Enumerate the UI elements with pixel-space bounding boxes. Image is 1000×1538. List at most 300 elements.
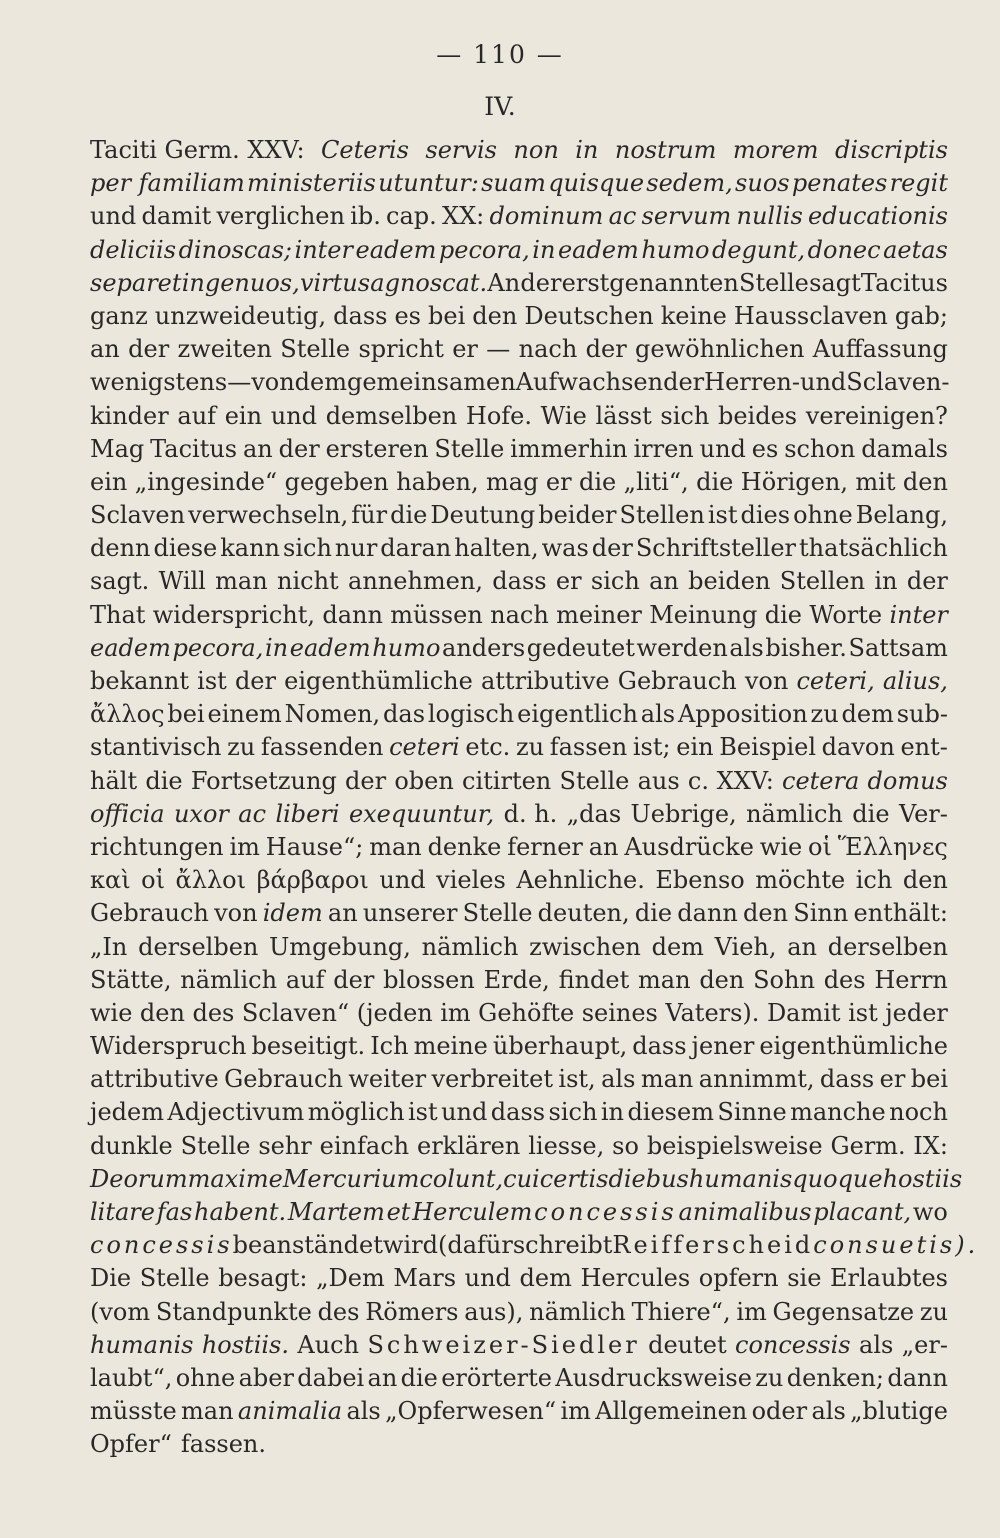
word: schreibt: [512, 1231, 613, 1260]
word: haben,: [396, 467, 479, 496]
word: utuntur:: [378, 169, 479, 198]
word: Erlaubtes: [830, 1264, 948, 1293]
text-line: [90, 466, 948, 499]
word: den: [902, 467, 948, 496]
word: der: [520, 268, 562, 297]
word: die: [634, 899, 673, 928]
text-line: [90, 333, 948, 366]
word: gedeutet: [526, 633, 635, 662]
word: sich: [283, 534, 332, 563]
word: annehmen,: [348, 567, 483, 596]
word: gewöhnlichen: [635, 335, 805, 364]
text-line: [90, 134, 948, 167]
word: Stätte,: [90, 965, 172, 994]
word: Wie: [540, 401, 587, 430]
text-line: [90, 731, 948, 764]
word: Herren-: [704, 368, 800, 397]
word: ceteri,: [796, 667, 875, 695]
word: Stellen: [619, 501, 705, 530]
word: gegeben: [284, 467, 389, 496]
word: hostiis.: [201, 1330, 289, 1359]
text-line: [90, 1229, 979, 1262]
section-heading: IV.: [484, 92, 516, 121]
word: sedem,: [646, 169, 733, 198]
word: inter: [889, 600, 948, 629]
word: es: [394, 301, 421, 330]
word: fas: [156, 1198, 193, 1226]
word: davon: [821, 733, 895, 762]
word: und: [699, 434, 746, 463]
word: eigenthümliche: [759, 1032, 948, 1061]
word: und: [379, 866, 426, 895]
word: einfach: [319, 1131, 410, 1160]
word: annimmt,: [698, 1065, 815, 1094]
text-line: [90, 499, 948, 532]
word: ein: [224, 401, 263, 430]
word: Tacitus: [860, 268, 948, 297]
word: hostiis: [882, 1164, 963, 1193]
word: separet: [90, 268, 182, 297]
word: „Opferwesen“: [385, 1397, 557, 1426]
word: ceteri: [389, 733, 460, 762]
text-line: [90, 1063, 948, 1096]
word: ac: [238, 799, 267, 828]
word: idem: [262, 899, 323, 928]
word: nämlich: [529, 1297, 626, 1326]
word: unserer: [362, 899, 458, 928]
word: erklären: [417, 1131, 521, 1160]
word: Opfer“: [90, 1430, 172, 1459]
text-line: [90, 931, 948, 964]
word: eadem: [557, 235, 639, 264]
word: es: [751, 434, 779, 463]
word: des: [192, 998, 235, 1027]
word: Erde,: [483, 965, 550, 994]
word: οἱ: [808, 832, 832, 861]
word: Ich: [370, 1032, 409, 1061]
word: weiter: [348, 1065, 427, 1094]
word: opfern: [698, 1264, 779, 1293]
text-line: [90, 831, 948, 864]
word: Schriftsteller: [635, 534, 797, 563]
word: educationis: [807, 202, 948, 231]
word: —: [486, 335, 511, 364]
word: gemeinsamen: [346, 368, 516, 397]
word: werden: [636, 633, 728, 662]
text-line: [90, 1130, 948, 1163]
word: im: [440, 998, 471, 1027]
word: müssen: [390, 600, 483, 629]
word: was: [541, 534, 589, 563]
word: sich: [548, 1098, 598, 1127]
word: als: [811, 1397, 846, 1426]
word: dann: [677, 899, 738, 928]
word: Gebrauch: [617, 667, 737, 695]
text-line: [90, 433, 948, 466]
word: verglichen: [216, 202, 345, 231]
word: nämlich: [180, 965, 278, 994]
word: die: [764, 600, 802, 629]
word: Sinne: [717, 1098, 787, 1127]
text-line: [90, 366, 948, 399]
text-line: [90, 599, 948, 632]
text-line: [90, 1362, 948, 1395]
word: beider: [538, 501, 617, 530]
word: nach: [490, 600, 549, 629]
word: nicht: [277, 567, 339, 596]
word: dem: [841, 700, 894, 729]
word: suos: [735, 169, 790, 198]
word: Römers: [365, 1297, 459, 1326]
word: exequuntur,: [348, 799, 495, 828]
word: mag: [486, 467, 539, 496]
word: habent.: [194, 1198, 287, 1226]
text-line: [90, 267, 948, 300]
word: daran: [380, 534, 452, 563]
word: officia: [90, 799, 165, 828]
word: Aufwachsen: [515, 368, 664, 397]
word: immerhin: [510, 434, 628, 463]
word: im: [560, 1397, 591, 1426]
word: diese: [153, 534, 218, 563]
word: keine: [660, 301, 727, 330]
word: d. h.: [503, 799, 558, 828]
word: meine: [413, 1032, 488, 1061]
word: im: [229, 832, 260, 861]
word: jeder: [885, 998, 948, 1027]
word: ministeriis: [246, 169, 376, 198]
word: ἄλλοι: [175, 866, 247, 895]
word: und: [90, 202, 137, 231]
word: Die: [90, 1264, 132, 1293]
word: und: [800, 368, 847, 397]
word: sich: [590, 567, 640, 596]
word: seines: [581, 998, 658, 1027]
word: eadem: [90, 633, 171, 662]
word: Umgebung,: [269, 932, 411, 961]
text-line: [90, 167, 948, 200]
word: müsste: [90, 1397, 177, 1426]
word: Hause“;: [265, 832, 364, 861]
word: Auch: [297, 1330, 360, 1359]
word: zwischen: [529, 932, 641, 961]
word: ist: [707, 501, 738, 530]
word: Ausdrücke: [624, 832, 754, 861]
word: man: [181, 1397, 234, 1426]
word: certis: [539, 1164, 609, 1193]
word: als: [601, 1065, 636, 1094]
word: ersteren: [325, 434, 429, 463]
word: uxor: [173, 799, 229, 828]
word: schon: [784, 434, 856, 463]
word: den: [743, 899, 789, 928]
word: Vaters).: [665, 998, 760, 1027]
text-line: [90, 632, 948, 665]
word: Gebrauch: [90, 899, 209, 928]
word: zu: [810, 700, 839, 729]
word: eadem: [289, 633, 371, 662]
word: ἄλλος: [90, 700, 165, 729]
word: βάρβαροι: [256, 866, 369, 895]
word: alius,: [882, 667, 948, 695]
word: man: [215, 567, 268, 596]
text-line: [90, 964, 948, 997]
word: regit: [889, 169, 948, 198]
word: Sinn: [793, 899, 849, 928]
word: unzweideutig,: [154, 301, 327, 330]
word: beanständet: [232, 1231, 383, 1260]
word: man: [369, 832, 422, 861]
text-line: [90, 897, 948, 930]
word: morem: [732, 136, 819, 164]
word: widerspricht,: [152, 600, 316, 629]
word: concessis: [90, 1231, 233, 1260]
word: Mars: [393, 1264, 457, 1293]
word: der: [278, 434, 320, 463]
word: ein: [676, 733, 714, 762]
word: ist,: [558, 1065, 596, 1094]
word: eigenthümliche: [284, 667, 473, 695]
word: et: [386, 1198, 411, 1226]
word: in: [874, 567, 898, 596]
word: man: [638, 965, 691, 994]
word: anders: [442, 633, 526, 662]
word: das: [383, 700, 426, 729]
word: richtungen: [90, 832, 224, 861]
word: inter: [294, 235, 353, 264]
word: zu: [227, 733, 256, 762]
word: die: [696, 467, 734, 496]
word: sie: [787, 1264, 822, 1293]
word: humo: [372, 633, 441, 662]
word: enthält:: [853, 899, 948, 928]
word: an: [243, 434, 273, 463]
text-line: [90, 698, 948, 731]
word: möchte: [755, 866, 846, 895]
text-line: [90, 1163, 963, 1196]
word: Belang,: [855, 501, 948, 530]
word: cui: [503, 1164, 540, 1193]
word: suam: [481, 169, 546, 198]
word: der: [663, 368, 705, 397]
word: jedem: [90, 1098, 164, 1127]
word: nostrum: [614, 136, 717, 164]
word: von: [744, 667, 789, 695]
word: Stelle: [180, 1131, 251, 1160]
word: verbreitet: [431, 1065, 553, 1094]
word: dies: [740, 501, 791, 530]
word: oben: [394, 766, 454, 795]
word: quisque: [548, 169, 645, 198]
word: maxime: [187, 1164, 283, 1193]
word: beides: [717, 401, 798, 430]
word: fassenden: [260, 733, 384, 762]
word: und: [464, 1264, 511, 1293]
word: attributive: [480, 667, 610, 695]
word: von: [251, 368, 295, 397]
word: ganz: [90, 301, 148, 330]
word: überhaupt,: [492, 1032, 628, 1061]
word: damit: [141, 202, 212, 231]
text-line: [90, 532, 948, 565]
word: lässt: [595, 401, 652, 430]
word: Gebrauch: [224, 1065, 343, 1094]
text-line: [90, 1428, 948, 1461]
word: (vom: [90, 1297, 151, 1326]
word: humanis: [688, 1164, 793, 1193]
word: der: [585, 335, 627, 364]
word: halten,: [454, 534, 539, 563]
word: den: [902, 866, 948, 895]
word: dunkle: [90, 1131, 173, 1160]
word: in: [600, 1098, 624, 1127]
word: litare: [90, 1198, 155, 1226]
word: Meinung: [649, 600, 758, 629]
text-line: [90, 1096, 948, 1129]
word: er: [879, 1065, 906, 1094]
word: nullis: [736, 202, 803, 231]
text-line: [90, 1196, 948, 1229]
word: degunt,: [711, 235, 806, 264]
word: Gegensatze: [772, 1297, 915, 1326]
word: logisch: [427, 700, 515, 729]
word: aus: [637, 766, 680, 795]
word: deliciis: [90, 235, 177, 264]
word: man: [640, 1065, 694, 1094]
word: die: [579, 467, 617, 496]
word: Fortsetzung: [190, 766, 337, 795]
word: findet: [558, 965, 630, 994]
word: in: [265, 633, 289, 662]
word: Vieh,: [714, 932, 777, 961]
word: Deutung: [430, 501, 536, 530]
word: stantivisch: [90, 733, 222, 762]
word: Auffassung: [812, 335, 948, 364]
word: zweiten: [177, 335, 272, 364]
word: „ingesinde“: [134, 467, 278, 496]
word: ist: [407, 1098, 438, 1127]
word: sagt.: [90, 567, 150, 596]
word: Ceteris: [321, 136, 409, 164]
word: Thiere“,: [631, 1297, 731, 1326]
word: (jeden: [356, 998, 433, 1027]
word: Hercules: [580, 1264, 691, 1293]
word: aus),: [464, 1297, 524, 1326]
word: wo: [912, 1198, 948, 1226]
word: agnoscat.: [370, 268, 488, 297]
text-line: [90, 1296, 948, 1329]
word: non: [513, 136, 559, 164]
word: Stelle: [139, 1264, 210, 1293]
word: deutet: [648, 1330, 727, 1359]
word: nämlich: [421, 932, 519, 961]
word: Stelle: [559, 766, 630, 795]
word: auf: [177, 401, 217, 430]
word: laubt“,: [90, 1363, 173, 1392]
word: Reifferscheid: [612, 1231, 814, 1260]
word: donec: [807, 235, 881, 264]
word: kinder: [90, 401, 169, 430]
word: zu: [919, 1297, 948, 1326]
word: an: [367, 1363, 398, 1392]
word: Herrn: [874, 965, 948, 994]
word: an: [787, 932, 817, 961]
word: bekannt: [90, 667, 189, 695]
word: pecora,: [172, 633, 264, 662]
word: ich: [855, 866, 893, 895]
word: denke: [427, 832, 502, 861]
word: in: [575, 136, 599, 164]
word: in: [532, 235, 556, 264]
word: für: [351, 501, 388, 530]
word: dominum: [489, 202, 604, 231]
word: dabei: [297, 1363, 365, 1392]
word: Deorum: [90, 1164, 188, 1193]
word: ohne: [793, 501, 853, 530]
word: und: [270, 401, 318, 430]
word: irren: [633, 434, 694, 463]
word: liesse,: [528, 1131, 605, 1160]
word: manche: [790, 1098, 886, 1127]
word: quoque: [792, 1164, 883, 1193]
word: Aehnliche.: [516, 866, 645, 895]
word: erörterte: [441, 1363, 552, 1392]
word: Tacitus: [150, 434, 238, 463]
word: vereinigen?: [805, 401, 948, 430]
word: That: [90, 600, 146, 629]
word: Gehöfte: [478, 998, 575, 1027]
word: den: [139, 998, 185, 1027]
word: erstgenannten: [561, 268, 739, 297]
word: An: [487, 268, 521, 297]
word: bei: [910, 1065, 948, 1094]
word: etc.: [465, 733, 511, 762]
text-line: [90, 565, 948, 598]
text-line: [90, 200, 948, 233]
word: sehr: [258, 1131, 312, 1160]
word: mit: [855, 467, 896, 496]
word: nämlich: [746, 799, 843, 828]
word: „Dem: [316, 1264, 385, 1293]
word: Damit: [766, 998, 841, 1027]
word: demselben: [325, 401, 458, 430]
word: fassen: [549, 733, 628, 762]
word: denn: [90, 534, 151, 563]
word: dann: [322, 600, 383, 629]
word: besagt:: [218, 1264, 308, 1293]
word: sub-: [896, 700, 948, 729]
word: citirten: [462, 766, 552, 795]
word: humanis: [90, 1330, 194, 1359]
word: und: [441, 1098, 488, 1127]
word: gab;: [894, 301, 948, 330]
word: Ausdrucksweise: [555, 1363, 752, 1392]
word: an: [90, 335, 120, 364]
text-line: [90, 1262, 948, 1295]
word: wird: [382, 1231, 438, 1260]
word: Standpunkte: [155, 1297, 312, 1326]
word: Uebrige,: [630, 799, 737, 828]
word: hält: [90, 766, 138, 795]
word: meiner: [556, 600, 642, 629]
word: als: [640, 700, 676, 729]
text-line: [90, 234, 948, 267]
word: ent-: [900, 733, 948, 762]
word: concessis: [735, 1330, 851, 1359]
word: thatsächlich: [799, 534, 948, 563]
word: die: [852, 799, 890, 828]
word: Apposition: [677, 700, 808, 729]
